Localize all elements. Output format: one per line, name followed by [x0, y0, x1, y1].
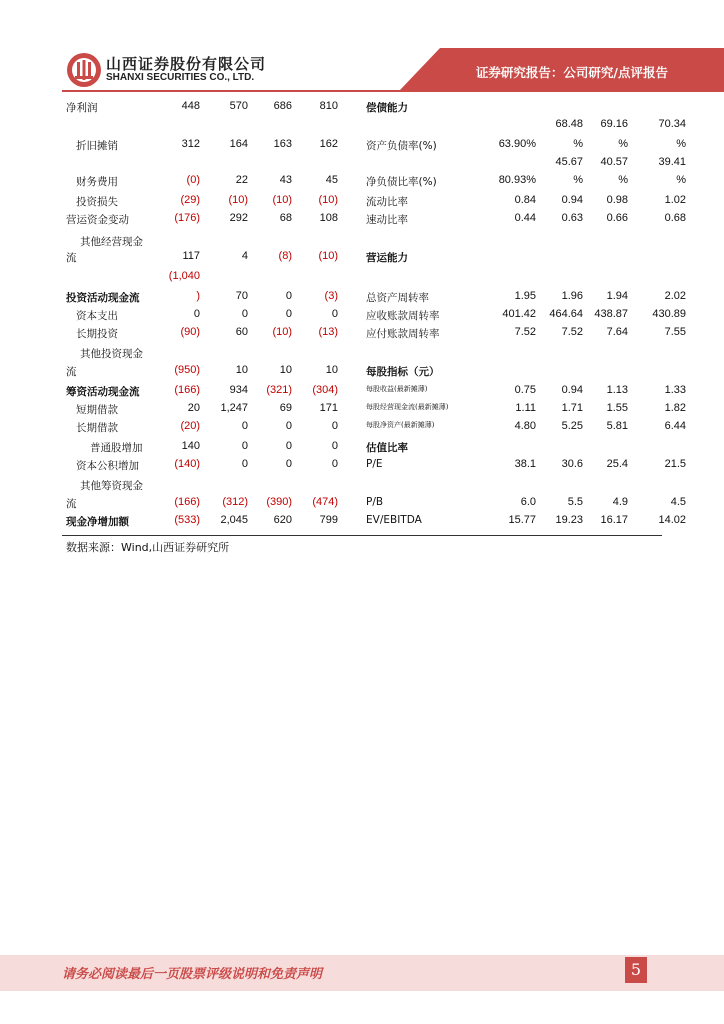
cashflow-value: (166)	[174, 384, 200, 396]
ratio-label: 流动比率	[366, 196, 408, 208]
ratio-value: 0.84	[514, 194, 536, 206]
ratio-value: 16.17	[600, 514, 628, 526]
row-label: 投资活动现金流	[66, 292, 140, 304]
cashflow-value: (304)	[312, 384, 338, 396]
cashflow-value: (10)	[228, 194, 248, 206]
row-label: 财务费用	[76, 176, 118, 188]
cashflow-value: (3)	[324, 290, 338, 302]
row-label: 现金净增加额	[66, 516, 129, 528]
cashflow-value: (140)	[174, 458, 200, 470]
row-label: 普通股增加	[90, 442, 143, 454]
cashflow-value: 45	[325, 174, 338, 186]
ratio-value: 30.6	[561, 458, 583, 470]
ratio-label: EV/EBITDA	[366, 514, 422, 526]
cashflow-value: (312)	[222, 496, 248, 508]
ratio-value: 1.55	[606, 402, 628, 414]
ratio-value: %	[676, 174, 686, 186]
cashflow-value: 2,045	[220, 514, 248, 526]
cashflow-value: (10)	[272, 194, 292, 206]
ratio-label: P/E	[366, 458, 383, 470]
ratio-label: 每股指标（元）	[366, 366, 440, 378]
ratio-value: 4.5	[670, 496, 686, 508]
row-label: 营运资金变动	[66, 214, 129, 226]
row-label: 长期投资	[76, 328, 118, 340]
row-label: 折旧摊销	[76, 140, 118, 152]
ratio-value: 6.0	[520, 496, 536, 508]
cashflow-value: 163	[273, 138, 292, 150]
ratio-value: 39.41	[658, 156, 686, 168]
company-name-cn: 山西证券股份有限公司	[106, 55, 267, 73]
ratio-value: 1.71	[561, 402, 583, 414]
ratio-value: 1.11	[515, 402, 536, 414]
row-label: 其他投资现金	[80, 348, 143, 360]
cashflow-value: (8)	[278, 250, 292, 262]
disclaimer-link[interactable]: 请务必阅读最后一页股票评级说明和免责声明	[62, 967, 323, 982]
ratio-value: 0.44	[514, 212, 536, 224]
cashflow-value: (20)	[180, 420, 200, 432]
ratio-value: 401.42	[502, 308, 536, 320]
cashflow-value: 60	[235, 326, 248, 338]
ratio-value: %	[573, 174, 583, 186]
cashflow-value: 20	[187, 402, 200, 414]
cashflow-value: 0	[285, 440, 292, 452]
cashflow-value: 0	[285, 290, 292, 302]
cashflow-value: 312	[181, 138, 200, 150]
row-label: 长期借款	[76, 422, 118, 434]
row-label: 其他筹资现金	[80, 480, 143, 492]
ratio-label: 营运能力	[366, 252, 408, 264]
cashflow-value: )	[196, 290, 200, 302]
ratio-value: 45.67	[555, 156, 583, 168]
ratio-label: 总资产周转率	[366, 292, 429, 304]
cashflow-value: 0	[241, 440, 248, 452]
cashflow-value: 70	[235, 290, 248, 302]
company-logo-icon	[66, 52, 102, 88]
cashflow-value: 292	[229, 212, 248, 224]
table-bottom-rule	[62, 535, 662, 536]
ratio-label: 每股净资产(最新摊薄)	[366, 421, 435, 429]
cashflow-value: 686	[273, 100, 292, 112]
row-label: 投资损失	[76, 196, 118, 208]
ratio-label: 速动比率	[366, 214, 408, 226]
ratio-label: 净负债比率(%)	[366, 176, 437, 188]
cashflow-value: 4	[241, 250, 248, 262]
cashflow-value: 934	[229, 384, 248, 396]
ratio-value: 69.16	[600, 118, 628, 130]
cashflow-value: (10)	[318, 250, 338, 262]
cashflow-value: 0	[241, 420, 248, 432]
ratio-label: 每股收益(最新摊薄)	[366, 385, 428, 393]
ratio-value: 21.5	[664, 458, 686, 470]
cashflow-value: 0	[285, 308, 292, 320]
cashflow-value: (390)	[266, 496, 292, 508]
ratio-value: 68.48	[555, 118, 583, 130]
cashflow-value: (533)	[174, 514, 200, 526]
cashflow-value: 0	[331, 458, 338, 470]
cashflow-value: (0)	[186, 174, 200, 186]
cashflow-value: (10)	[272, 326, 292, 338]
cashflow-value: 0	[331, 440, 338, 452]
ratio-value: 14.02	[658, 514, 686, 526]
cashflow-value: 0	[241, 308, 248, 320]
cashflow-value: 810	[319, 100, 338, 112]
ratio-value: 5.25	[561, 420, 583, 432]
cashflow-value: (321)	[266, 384, 292, 396]
cashflow-value: 68	[279, 212, 292, 224]
ratio-value: 1.02	[664, 194, 686, 206]
ratio-value: %	[676, 138, 686, 150]
ratio-value: 7.64	[606, 326, 628, 338]
cashflow-value: 10	[279, 364, 292, 376]
ratio-value: 6.44	[664, 420, 686, 432]
data-source: 数据来源：Wind,山西证券研究所	[66, 541, 230, 554]
cashflow-value: (176)	[174, 212, 200, 224]
cashflow-value: (1,040	[168, 270, 200, 282]
ratio-value: 0.94	[561, 384, 583, 396]
cashflow-value: 171	[319, 402, 338, 414]
cashflow-value: 108	[319, 212, 338, 224]
cashflow-value: 69	[279, 402, 292, 414]
cashflow-value: 0	[285, 420, 292, 432]
ratio-value: 0.63	[561, 212, 583, 224]
cashflow-value: 1,247	[220, 402, 248, 414]
ratio-value: 1.94	[606, 290, 628, 302]
cashflow-value: 0	[331, 420, 338, 432]
cashflow-value: (90)	[180, 326, 200, 338]
ratio-value: 5.81	[606, 420, 628, 432]
ratio-value: 438.87	[594, 308, 628, 320]
ratio-value: 70.34	[658, 118, 686, 130]
ratio-value: 40.57	[600, 156, 628, 168]
cashflow-value: (474)	[312, 496, 338, 508]
ratio-label: 资产负债率(%)	[366, 140, 437, 152]
ratio-label: 应收账款周转率	[366, 310, 440, 322]
ratio-value: 1.33	[664, 384, 686, 396]
cashflow-value: (13)	[318, 326, 338, 338]
ratio-label: 每股经营现金流(最新摊薄)	[366, 403, 449, 411]
cashflow-value: (29)	[180, 194, 200, 206]
ratio-value: 7.52	[514, 326, 536, 338]
ratio-label: P/B	[366, 496, 384, 508]
ratio-value: 1.13	[606, 384, 628, 396]
ratio-value: 464.64	[549, 308, 583, 320]
cashflow-value: 620	[273, 514, 292, 526]
ratio-value: 63.90%	[498, 138, 536, 150]
ratio-value: 0.68	[664, 212, 686, 224]
ratio-value: 5.5	[567, 496, 583, 508]
page-number: 5	[625, 957, 647, 983]
ratio-value: %	[618, 138, 628, 150]
cashflow-value: 0	[193, 308, 200, 320]
row-label: 资本公积增加	[76, 460, 139, 472]
cashflow-value: 117	[182, 250, 200, 262]
cashflow-value: (10)	[318, 194, 338, 206]
cashflow-value: 799	[319, 514, 338, 526]
cashflow-value: 0	[285, 458, 292, 470]
row-label: 其他经营现金	[80, 236, 143, 248]
ratio-label: 应付账款周转率	[366, 328, 440, 340]
ratio-value: 15.77	[508, 514, 536, 526]
row-label: 筹资活动现金流	[66, 386, 140, 398]
ratio-value: %	[618, 174, 628, 186]
ratio-value: 25.4	[606, 458, 628, 470]
company-name-en: SHANXI SECURITIES CO., LTD.	[106, 72, 255, 83]
ratio-value: 80.93%	[498, 174, 536, 186]
ratio-label: 估值比率	[366, 442, 408, 454]
cashflow-value: 0	[331, 308, 338, 320]
row-label: 资本支出	[76, 310, 118, 322]
row-label: 流	[66, 366, 77, 378]
ratio-value: 7.55	[664, 326, 686, 338]
ratio-value: 4.9	[612, 496, 628, 508]
row-label: 净利润	[66, 102, 98, 114]
cashflow-value: 570	[229, 100, 248, 112]
cashflow-value: 10	[235, 364, 248, 376]
cashflow-value: 43	[279, 174, 292, 186]
ratio-value: 4.80	[514, 420, 536, 432]
cashflow-value: (166)	[174, 496, 200, 508]
cashflow-value: 10	[325, 364, 338, 376]
cashflow-value: (950)	[174, 364, 200, 376]
ratio-value: 0.75	[514, 384, 536, 396]
row-label: 流	[66, 252, 77, 264]
ratio-value: %	[573, 138, 583, 150]
ratio-value: 0.98	[606, 194, 628, 206]
cashflow-value: 140	[181, 440, 200, 452]
cashflow-value: 164	[229, 138, 248, 150]
ratio-value: 38.1	[514, 458, 536, 470]
ratio-value: 7.52	[561, 326, 583, 338]
row-label: 短期借款	[76, 404, 118, 416]
ratio-value: 1.82	[664, 402, 686, 414]
ratio-value: 2.02	[664, 290, 686, 302]
ratio-label: 偿债能力	[366, 102, 408, 114]
header-divider	[62, 90, 724, 92]
ratio-value: 19.23	[555, 514, 583, 526]
ratio-value: 1.96	[561, 290, 583, 302]
page-header	[0, 0, 724, 100]
cashflow-value: 448	[181, 100, 200, 112]
cashflow-value: 162	[319, 138, 338, 150]
ratio-value: 0.94	[561, 194, 583, 206]
report-type: 证券研究报告：公司研究/点评报告	[475, 65, 668, 80]
ratio-value: 1.95	[514, 290, 536, 302]
ratio-value: 430.89	[652, 308, 686, 320]
ratio-value: 0.66	[606, 212, 628, 224]
cashflow-value: 0	[241, 458, 248, 470]
row-label: 流	[66, 498, 77, 510]
cashflow-value: 22	[235, 174, 248, 186]
